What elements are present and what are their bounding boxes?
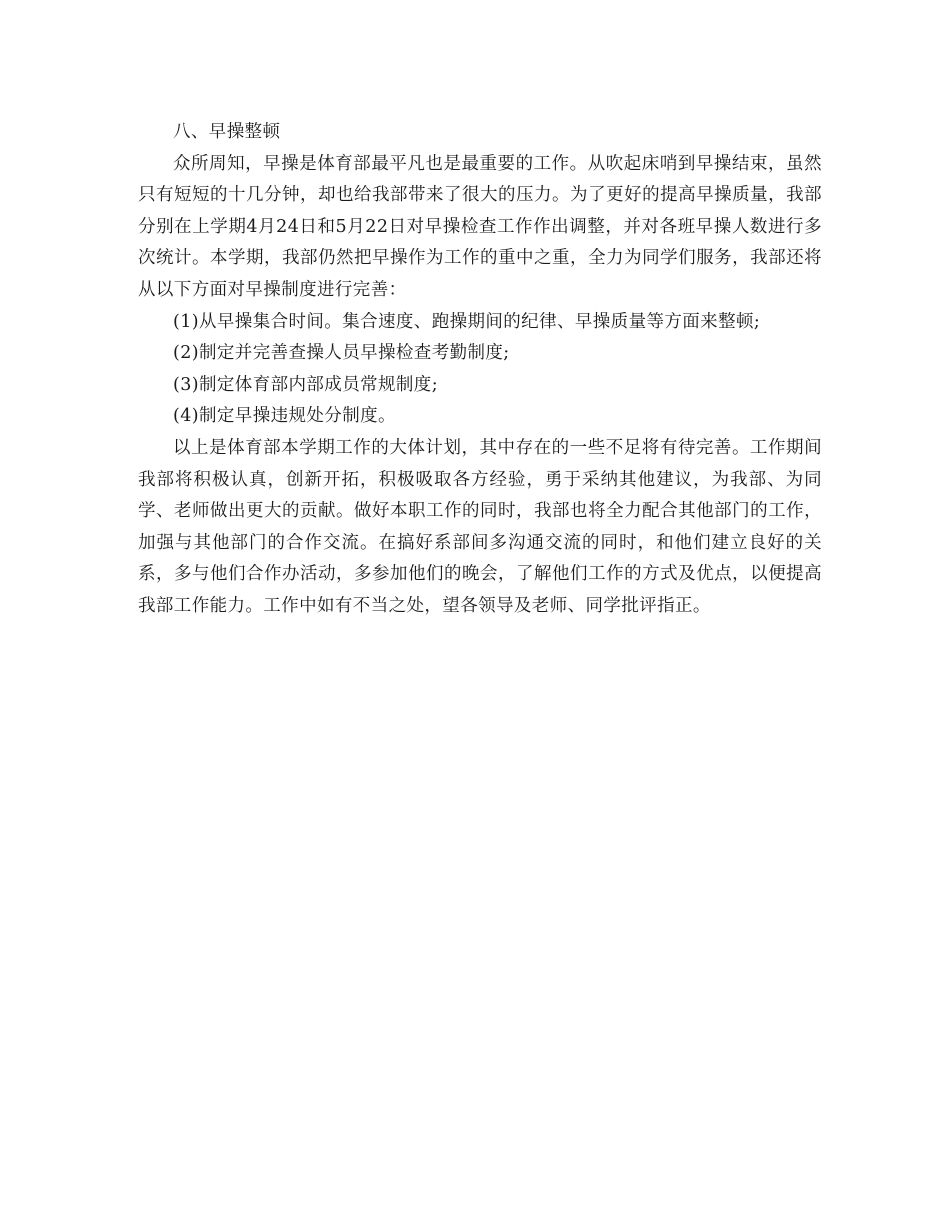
list-item-2: (2)制定并完善查操人员早操检查考勤制度; bbox=[173, 343, 510, 364]
section-heading: 八、早操整顿 bbox=[173, 122, 281, 142]
paragraph-intro: 众所周知，早操是体育部最平凡也是最重要的工作。从吹起床哨到早操结束，虽然只有短短的十几分钟，却也给我部带来了很大的压力。为了更好的提高早操质量，我部分别在上学期4月24日和5月22日对早操检查工作作出调整，并对各班早操人数进行多次统计。本学期，我部仍然把早操作为工作的重中之重，全力为同学们服务，我部还将从以下方面对早操制度进行完善： bbox=[138, 153, 822, 300]
list-item-1: (1)从早操集合时间。集合速度、跑操期间的纪律、早操质量等方面来整顿; bbox=[173, 311, 761, 332]
list-item-3: (3)制定体育部内部成员常规制度; bbox=[173, 374, 438, 395]
document-body bbox=[138, 117, 822, 623]
paragraph-conclusion: 以上是体育部本学期工作的大体计划，其中存在的一些不足将有待完善。工作期间我部将积极认真，创新开拓，积极吸取各方经验，勇于采纳其他建议，为我部、为同学、老师做出更大的贡献。做好本职工作的同时，我部也将全力配合其他部门的工作，加强与其他部门的合作交流。在搞好系部间多沟通交流的同时，和他们建立良好的关系，多与他们合作办活动，多参加他们的晚会，了解他们工作的方式及优点，以便提高我部工作能力。工作中如有不当之处，望各领导及老师、同学批评指正。 bbox=[138, 437, 822, 616]
list-item-4: (4)制定早操违规处分制度。 bbox=[173, 406, 396, 427]
